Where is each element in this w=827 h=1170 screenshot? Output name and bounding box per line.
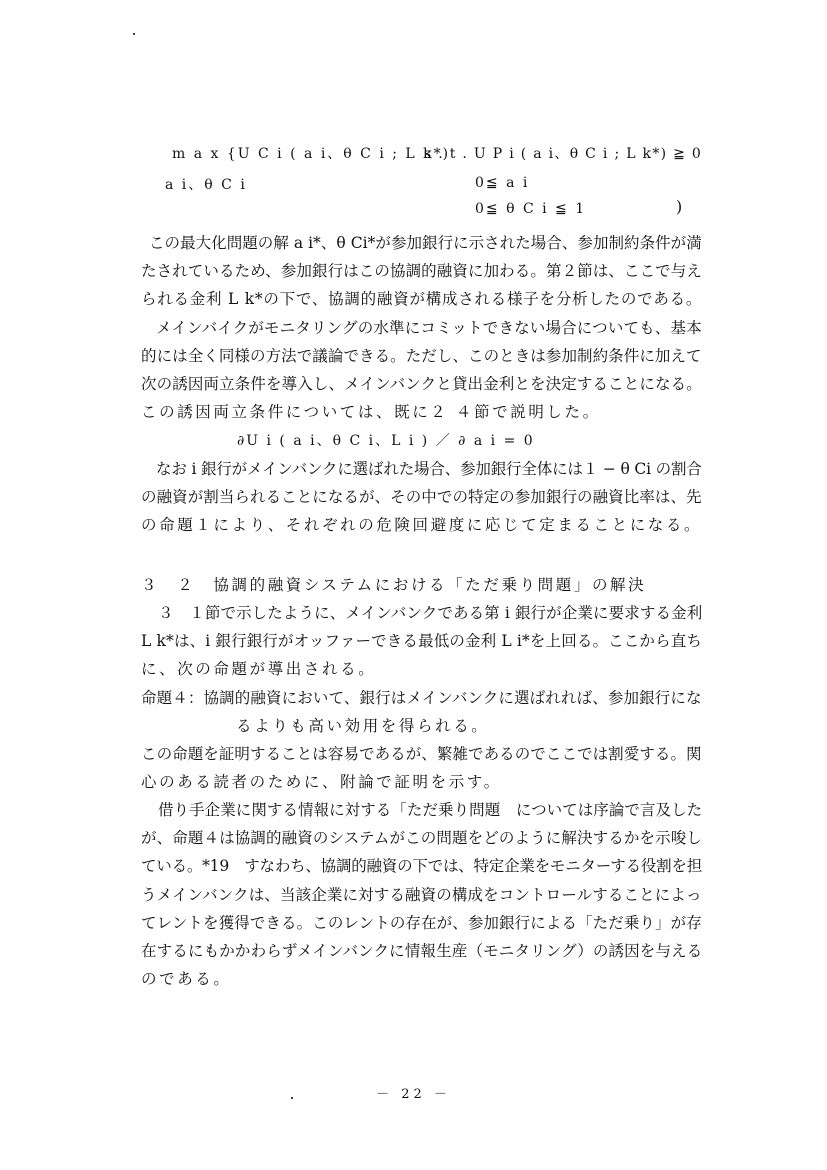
paragraph-line: の融資が割当られることになるが、その中での特定の参加銀行の融資比率は、先 [141, 488, 702, 506]
paragraph-line: メインバイクがモニタリングの水準にコミットできない場合についても、基本 [156, 319, 702, 337]
formula-variables: a i、θ C i [165, 177, 247, 193]
formula-objective: m a x {U C i ( a i、θ C i ; L k*) [172, 146, 451, 162]
formula-constraint-a: 0≦ a i [475, 175, 530, 191]
paragraph-line: なお i 銀行がメインバンクに選ばれた場合、参加銀行全体には１ − θ Ci の割合 [156, 460, 702, 478]
paragraph-line: 的には全く同様の方法で議論できる。ただし、このときは参加制約条件に加えて [141, 347, 702, 365]
proposition-4-continued: るよりも高い効用を得られる。 [236, 717, 490, 735]
scan-speck [133, 33, 135, 35]
section-heading: ３ ２ 協調的融資システムにおける「ただ乗り問題」の解決 [141, 576, 647, 594]
paragraph-line: が、命題４は協調的融資のシステムがこの問題をどのように解決するかを示唆し [141, 829, 703, 847]
paragraph-line: L k*は、i 銀行銀行がオッファーできる最低の金利 L i*を上回る。ここから直ち [141, 632, 703, 650]
paragraph-line: この誘因両立条件については、既に２ ４節で説明した。 [141, 403, 601, 421]
paragraph-line: この最大化問題の解 a i*、θ Ci*が参加銀行に示された場合、参加制約条件が満 [149, 234, 702, 252]
paragraph-line: てレントを獲得できる。このレントの存在が、参加銀行による「ただ乗り」が存 [141, 914, 702, 932]
paragraph-line: ３ １節で示したように、メインバンクである第 i 銀行が企業に要求する金利 [158, 604, 703, 622]
paragraph-line: 心のある読者のために、附論で証明を示す。 [141, 773, 502, 791]
paragraph-line: 在するにもかかわらずメインバンクに情報生産（モニタリング）の誘因を与える [141, 942, 703, 960]
paragraph-line: うメインバンクは、当該企業に対する融資の構成をコントロールすることによっ [141, 886, 702, 904]
paragraph-line: 次の誘因両立条件を導入し、メインバンクと貸出金利とを決定することになる。 [141, 375, 702, 393]
paragraph-line: たされているため、参加銀行はこの協調的融資に加わる。第２節は、ここで与え [141, 262, 702, 280]
incentive-compatibility-formula: ∂U i ( a i、θ C i、L i ) ／ ∂ a i = 0 [237, 433, 535, 449]
paragraph-line: のである。 [141, 970, 232, 988]
paragraph-line: られる金利 L k*の下で、協調的融資が構成される様子を分析したのである。 [141, 290, 703, 308]
paragraph-line: ている。*19 すなわち、協調的融資の下では、特定企業をモニターする役割を担 [141, 857, 703, 875]
formula-constraint-theta: 0≦ θ C i ≦ 1 [475, 201, 587, 217]
closing-brace: ) [676, 197, 683, 216]
paragraph-line: この命題を証明することは容易であるが、繁雑であるのでここでは割愛する。関 [141, 745, 702, 763]
formula-constraint-participation: s . t . U P i ( a i、θ C i ; L k*) ≧ 0 [424, 146, 703, 162]
page-number: － 22 － [376, 1087, 451, 1102]
paragraph-line: 借り手企業に関する情報に対する「ただ乗り問題 については序論で言及した [158, 801, 703, 819]
paragraph-line: に、次の命題が導出される。 [141, 660, 377, 678]
proposition-4: 命題４：協調的融資において、銀行はメインバンクに選ばれれば、参加銀行にな [141, 689, 702, 707]
paragraph-line: の命題１により、それぞれの危険回避度に応じて定まることになる。 [141, 516, 703, 534]
